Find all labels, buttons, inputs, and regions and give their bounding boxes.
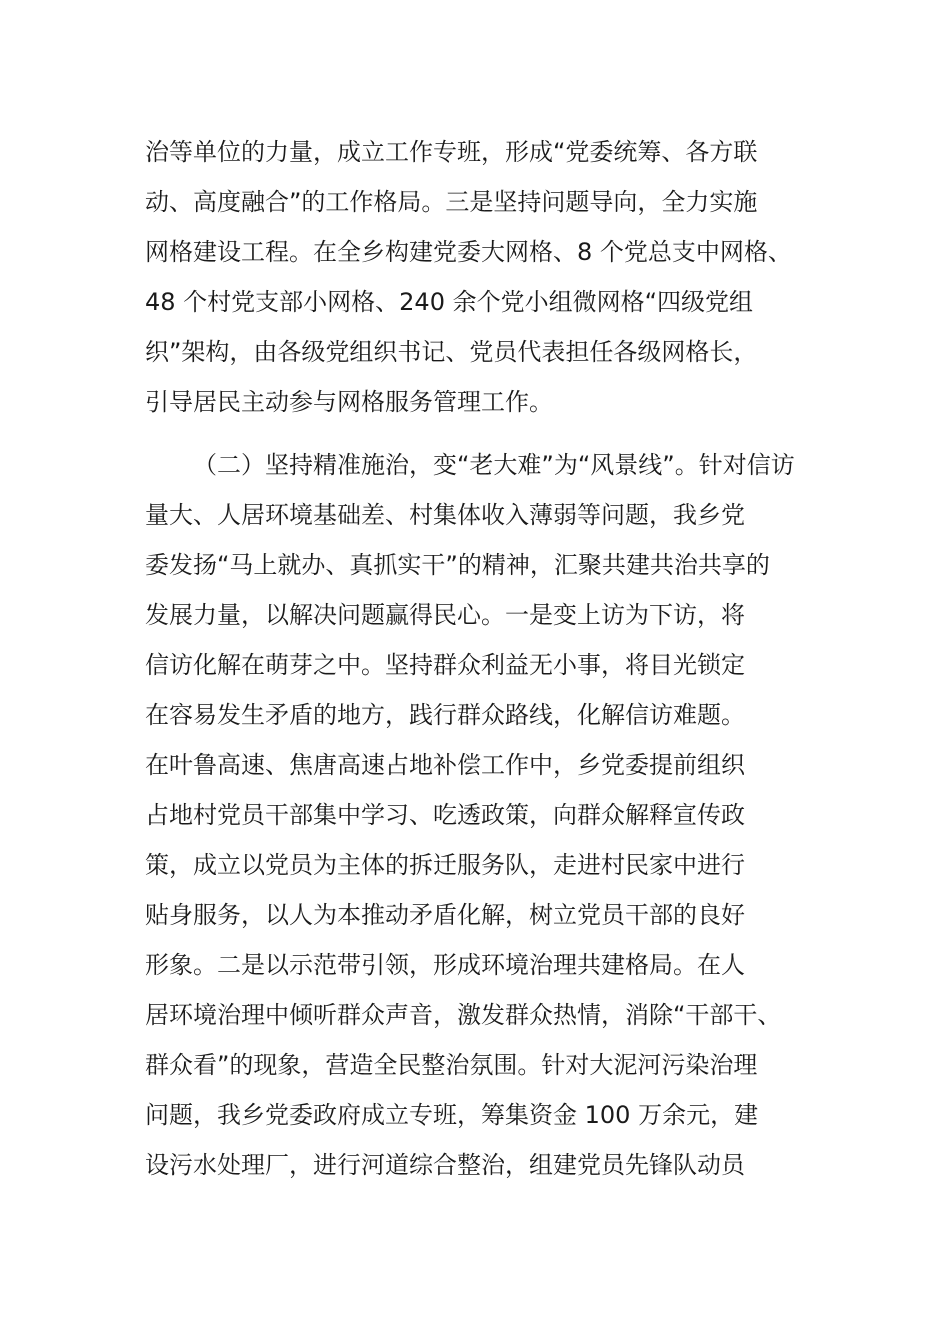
- text-line: 量大、人居环境基础差、村集体收入薄弱等问题，我乡党: [145, 501, 745, 529]
- paragraph-1: [145, 127, 792, 427]
- text-line: 治等单位的力量，成立工作专班，形成“党委统筹、各方联: [145, 138, 758, 166]
- text-line: 织”架构，由各级党组织书记、党员代表担任各级网格长，: [145, 338, 758, 366]
- paragraph-2: [145, 440, 795, 1190]
- text-line: 动、高度融合”的工作格局。三是坚持问题导向，全力实施: [145, 188, 758, 216]
- text-line: 贴身服务，以人为本推动矛盾化解，树立党员干部的良好: [145, 901, 745, 929]
- text-line: 居环境治理中倾听群众声音，激发群众热情，消除“干部干、: [145, 1001, 782, 1029]
- text-line: 48 个村党支部小网格、240 余个党小组微网格“四级党组: [145, 288, 754, 316]
- section-heading-line: （二）坚持精准施治，变“老大难”为“风景线”。针对信访: [193, 451, 795, 479]
- text-line: 问题，我乡党委政府成立专班，筹集资金 100 万余元，建: [145, 1101, 759, 1129]
- text-line: 占地村党员干部集中学习、吃透政策，向群众解释宣传政: [145, 801, 745, 829]
- text-line: 形象。二是以示范带引领，形成环境治理共建格局。在人: [145, 951, 745, 979]
- text-line: 发展力量，以解决问题赢得民心。一是变上访为下访，将: [145, 601, 745, 629]
- text-line: 设污水处理厂，进行河道综合整治，组建党员先锋队动员: [145, 1151, 745, 1179]
- text-line: 委发扬“马上就办、真抓实干”的精神，汇聚共建共治共享的: [145, 551, 770, 579]
- text-line: 网格建设工程。在全乡构建党委大网格、8 个党总支中网格、: [145, 238, 792, 266]
- text-line: 策，成立以党员为主体的拆迁服务队，走进村民家中进行: [145, 851, 745, 879]
- text-line: 群众看”的现象，营造全民整治氛围。针对大泥河污染治理: [145, 1051, 758, 1079]
- text-line: 在容易发生矛盾的地方，践行群众路线，化解信访难题。: [145, 701, 745, 729]
- text-line: 引导居民主动参与网格服务管理工作。: [145, 388, 553, 416]
- text-line: 信访化解在萌芽之中。坚持群众利益无小事，将目光锁定: [145, 651, 745, 679]
- text-line: 在叶鲁高速、焦唐高速占地补偿工作中，乡党委提前组织: [145, 751, 745, 779]
